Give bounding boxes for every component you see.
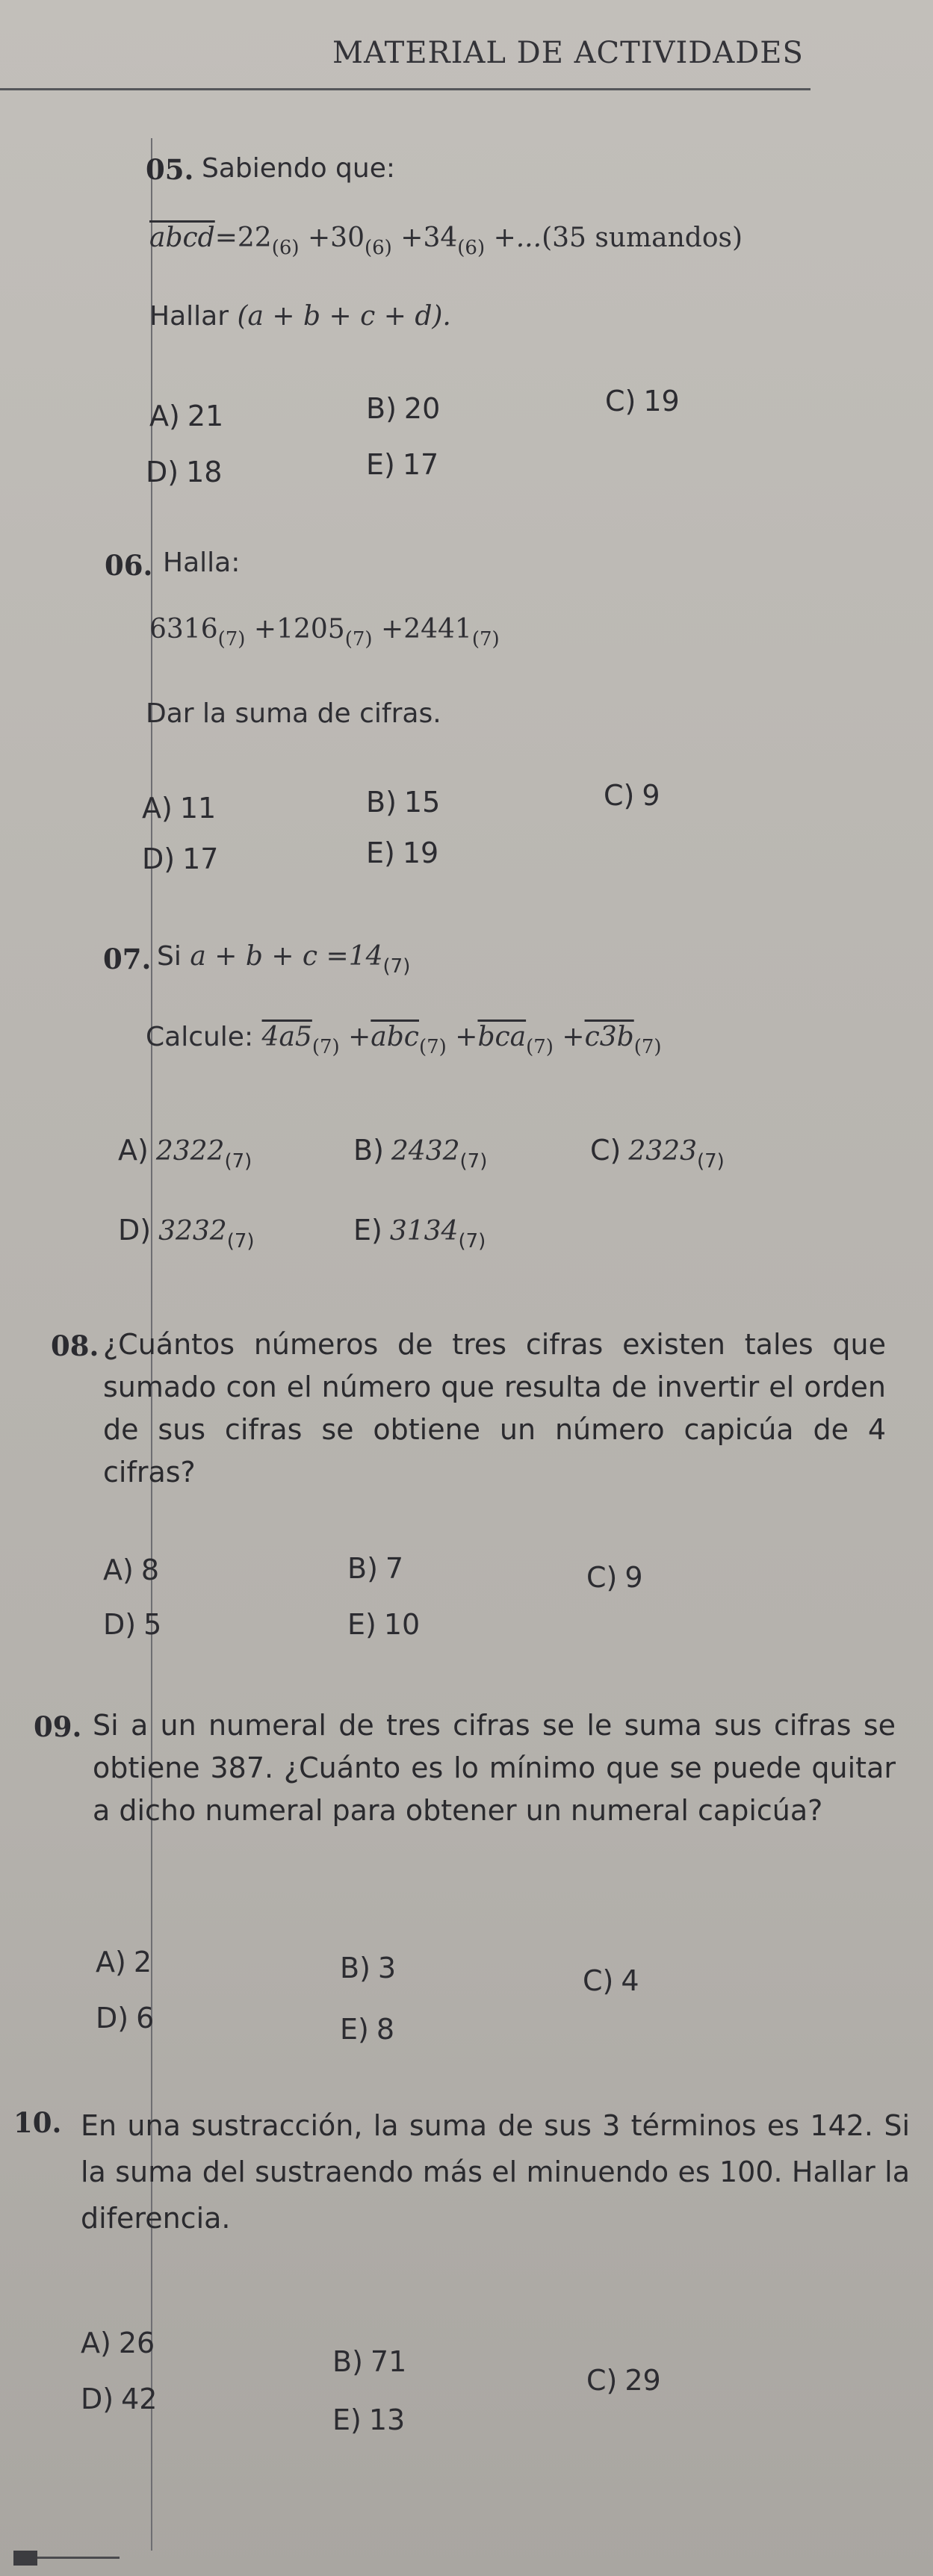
question-05-intro: Sabiendo que: [202, 153, 395, 184]
question-08-number: 08. [51, 1329, 99, 1362]
question-09-option-d[interactable]: D) 6 [96, 2002, 155, 2035]
question-05-equation: $abcd=22_{(6)} +30_{(6)} +34_{(6)} +...(35$ sumandos) [149, 223, 743, 259]
question-09-option-c[interactable]: C) 4 [583, 1964, 639, 1997]
question-08-option-e[interactable]: E) 10 [347, 1608, 421, 1641]
question-07-option-a[interactable]: A) $2322_{(7)}$ [118, 1134, 252, 1173]
question-06-option-b[interactable]: B) 15 [366, 786, 441, 819]
question-05-option-e[interactable]: E) 17 [366, 448, 439, 481]
question-05-number: 05. [146, 153, 194, 186]
question-09-text: Si a un numeral de tres cifras se le suma sus cifras se obtiene 387. ¿Cuánto es lo mínimo que se puede quitar a dicho numeral para obtener un numeral capicúa? [93, 1709, 896, 1827]
question-08-option-d[interactable]: D) 5 [103, 1608, 162, 1641]
bottom-divider [37, 2557, 120, 2559]
question-10-option-d[interactable]: D) 42 [81, 2383, 158, 2415]
question-06-intro: Halla: [163, 547, 241, 578]
question-07-option-b[interactable]: B) $2432_{(7)}$ [353, 1134, 488, 1173]
question-09-number: 09. [34, 1710, 82, 1743]
question-07-calculate: Calcule: $4a5_{(7)} +\overline{abc}_{(7)} +\overline{bca}_{(7)} +c3b_{(7)}$ [146, 1022, 662, 1058]
question-06-equation: $6316_{(7)} +1205_{(7)} +2441_{(7)}$ [149, 614, 500, 651]
question-10-option-b[interactable]: B) 71 [332, 2345, 407, 2378]
question-05-option-c[interactable]: C) 19 [605, 385, 680, 418]
question-07-number: 07. [103, 943, 152, 975]
question-08-option-a[interactable]: A) 8 [103, 1554, 160, 1586]
question-06-number: 06. [105, 549, 153, 582]
question-10-number: 10. [13, 2106, 62, 2139]
question-10-text: En una sustracción, la suma de sus 3 términos es 142. Si la suma del sustraendo más el minuendo es 100. Hallar la diferencia. [81, 2109, 910, 2235]
question-10-option-a[interactable]: A) 26 [81, 2327, 155, 2359]
question-07-option-e[interactable]: E) $3134_{(7)}$ [353, 1214, 486, 1253]
question-08-text: ¿Cuántos números de tres cifras existen tales que sumado con el número que resulta de invertir el orden de sus cifras se obtiene un número capicúa de 4 cifras? [103, 1328, 886, 1489]
question-07-condition: Si $a + b + c =14_{(7)}$ [157, 941, 411, 978]
question-06-option-e[interactable]: E) 19 [366, 837, 439, 869]
question-08-option-b[interactable]: B) 7 [347, 1552, 404, 1585]
question-05-option-b[interactable]: B) 20 [366, 392, 441, 425]
question-06-option-d[interactable]: D) 17 [142, 842, 219, 875]
question-08-option-c[interactable]: C) 9 [586, 1561, 643, 1594]
question-10-option-c[interactable]: C) 29 [586, 2364, 661, 2397]
header-divider [0, 88, 810, 90]
question-05-ask: Hallar (a + b + c + d). [149, 301, 451, 332]
question-09-option-e[interactable]: E) 8 [340, 2013, 395, 2046]
question-10-option-e[interactable]: E) 13 [332, 2403, 406, 2436]
question-05-option-a[interactable]: A) 21 [149, 400, 224, 432]
question-09-option-a[interactable]: A) 2 [96, 1946, 152, 1978]
question-07-option-c[interactable]: C) $2323_{(7)}$ [590, 1134, 725, 1173]
bottom-corner-mark [13, 2551, 37, 2566]
question-07-option-d[interactable]: D) $3232_{(7)}$ [118, 1214, 255, 1253]
page-header-title: MATERIAL DE ACTIVIDADES [332, 36, 804, 70]
question-06-option-c[interactable]: C) 9 [604, 779, 660, 812]
question-06-ask: Dar la suma de cifras. [146, 698, 441, 729]
question-09-option-b[interactable]: B) 3 [340, 1952, 397, 1984]
question-05-option-d[interactable]: D) 18 [146, 456, 223, 488]
question-06-option-a[interactable]: A) 11 [142, 792, 217, 825]
